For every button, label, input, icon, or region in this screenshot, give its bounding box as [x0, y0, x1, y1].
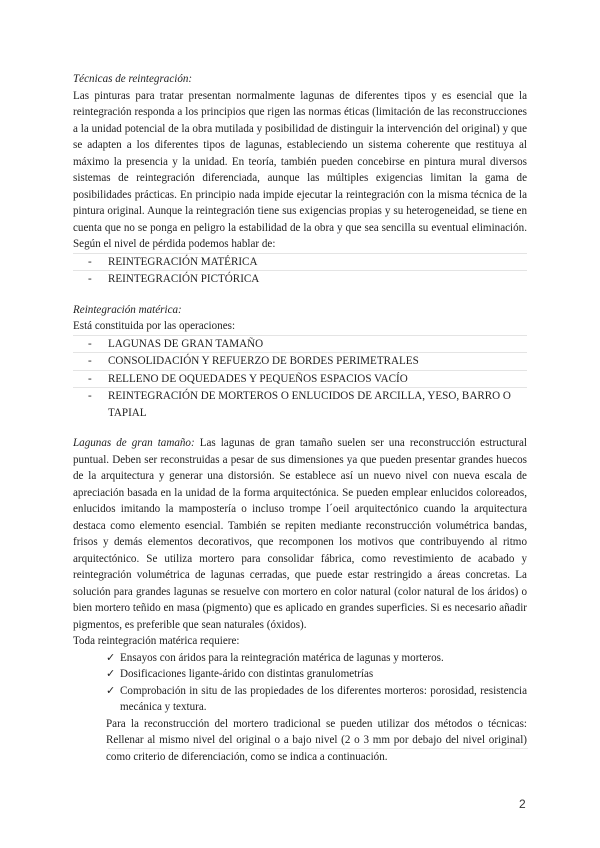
section-heading-reintegration-techniques: Técnicas de reintegración: — [73, 73, 193, 85]
reintegration-types-list — [73, 253, 527, 288]
list-item: - RELLENO DE OQUEDADES Y PEQUEÑOS ESPACIOS VACÍO — [73, 370, 527, 388]
large-gaps-text: Las lagunas de gran tamaño suelen ser una reconstrucción estructural puntual. Deben ser reconstruidas a pesar de sus dimensiones ya que pueden presentar grandes huecos de la arquitectura y generar una distorsión. Se establece así un nuevo nivel con nueva escala de apreciación basada en la unidad de la forma arquitectónica. Se pueden emplear enlucidos coloreados, enlucidos imitando la mampostería o incluso trompe l´oeil arquitectónico cuando la arquitectura destaca como elemento esencial. También se repiten mediante reconstrucción volumétrica bandas, frisos y demás elementos decorativos, que recomponen los motivos que contribuyendo al ritmo arquitectónico. Se utiliza mortero para consolidar fábrica, como revestimiento de acabado y reintegración volumétrica de lagunas cerradas, que puede estar restringido a áreas concretas. La solución para grandes lagunas se resuelve con mortero en color natural (color natural de los áridos) o bien mortero teñido en masa (pigmento) que es aplicado en grandes superficies. Si es necesario añadir pigmentos, es preferible que sean naturales (óxidos). — [73, 437, 527, 631]
list-item: - LAGUNAS DE GRAN TAMAÑO — [73, 335, 527, 353]
checklist-item: ✓ Dosificaciones ligante-árido con distintas granulometrías — [73, 666, 527, 683]
check-mark-icon: ✓ — [106, 684, 116, 697]
list-dash: - — [88, 372, 92, 385]
list-dash: - — [88, 255, 92, 268]
operations-intro: Está constituida por las operaciones: — [73, 320, 236, 332]
list-dash: - — [88, 355, 92, 367]
requirements-checklist — [73, 650, 527, 716]
divider — [108, 748, 528, 749]
list-item: - REINTEGRACIÓN PICTÓRICA — [73, 270, 527, 288]
intro-paragraph: Las pinturas para tratar presentan normalmente lagunas de diferentes tipos y es esencial que la reintegración responda a los principios que rigen las normas éticas (limitación de las reconstrucciones a la unidad potencial de la obra mutilada y posibilidad de distinguir la intervención del original) y que se adapten a los diferentes tipos de lagunas, estableciendo un sistema coherente que restituya al máximo la presencia y la unidad. En teoría, también pueden concebirse en pintura mural diversos sistemas de reintegración diferenciada, aunque las múltiples exigencias limitan la gama de posibilidades prácticas. En principio nada impide ejecutar la reintegración con la misma técnica de la pintura original. Aunque la reintegración tiene sus exigencias propias y su heterogeneidad, se tiene en cuenta que no se ponga en peligro la estabilidad de la obra y que sea sencilla su eventual eliminación. Según el nivel de pérdida podemos hablar de: — [73, 89, 527, 250]
list-item: - REINTEGRACIÓN DE MORTEROS O ENLUCIDOS DE ARCILLA, YESO, BARRO O TAPIAL — [73, 387, 527, 421]
operations-list — [73, 335, 527, 422]
large-gaps-heading: Lagunas de gran tamaño: — [73, 437, 195, 449]
list-item: - REINTEGRACIÓN MATÉRICA — [73, 253, 527, 271]
checklist-item: ✓ Comprobación in situ de las propiedades de los diferentes morteros: porosidad, resistencia mecánica y textura. — [106, 684, 527, 713]
requirement-line: Toda reintegración matérica requiere: — [73, 635, 240, 647]
list-dash: - — [88, 390, 92, 402]
check-mark-icon: ✓ — [106, 651, 116, 664]
list-dash: - — [88, 337, 92, 350]
list-item: - CONSOLIDACIÓN Y REFUERZO DE BORDES PERIMETRALES — [73, 352, 527, 370]
list-dash: - — [88, 273, 92, 285]
closing-paragraph: Para la reconstrucción del mortero tradicional se pueden utilizar dos métodos o técnicas: Rellenar al mismo nivel del original o a bajo nivel (2 o 3 mm por debajo del nivel original) como criterio de diferenciación, como se indica a continuación. — [106, 717, 527, 763]
checklist-item: ✓ Ensayos con áridos para la reintegración matérica de lagunas y morteros. — [73, 650, 527, 667]
page-content — [73, 71, 527, 765]
check-mark-icon: ✓ — [106, 668, 116, 680]
page-number: 2 — [519, 797, 526, 811]
section-heading-material-reintegration: Reintegración matérica: — [73, 303, 182, 316]
large-gaps-paragraph — [73, 435, 527, 633]
